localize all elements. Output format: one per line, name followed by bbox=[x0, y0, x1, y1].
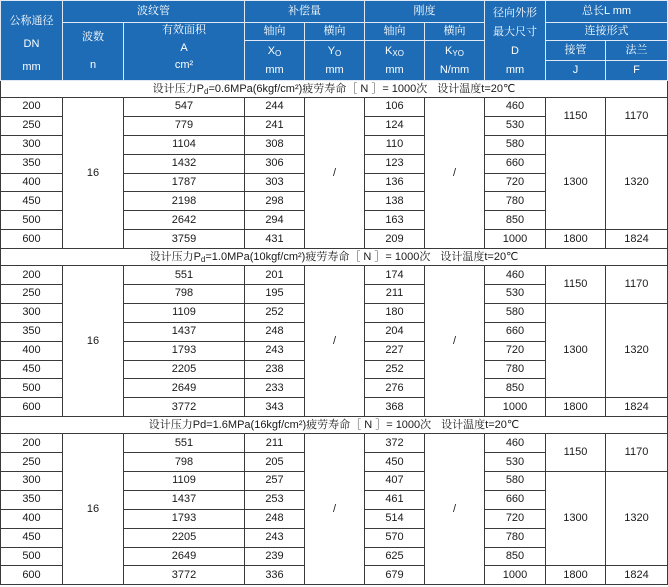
header-kx0-unit: mm bbox=[385, 63, 404, 76]
pipe-length-cell: 1800 bbox=[546, 566, 606, 585]
diameter-cell: 1000 bbox=[485, 398, 546, 417]
axial-compensation-cell: 201 bbox=[245, 266, 305, 285]
area-cell: 2642 bbox=[124, 211, 245, 230]
area-cell: 1437 bbox=[124, 490, 245, 509]
axial-compensation-cell: 298 bbox=[245, 192, 305, 211]
diameter-cell: 580 bbox=[485, 303, 546, 322]
header-compensation: 补偿量 bbox=[245, 1, 365, 23]
axial-compensation-cell: 243 bbox=[245, 528, 305, 547]
header-x0-letter: X bbox=[267, 44, 276, 57]
pipe-length-cell: 1300 bbox=[546, 472, 606, 566]
diameter-cell: 780 bbox=[485, 528, 546, 547]
table-body bbox=[1, 81, 668, 585]
header-dn-unit: mm bbox=[22, 61, 41, 74]
dn-cell: 300 bbox=[1, 135, 63, 154]
header-connection-type: 连接形式 bbox=[546, 23, 668, 41]
diameter-cell: 850 bbox=[485, 547, 546, 566]
axial-stiffness-cell: 124 bbox=[365, 116, 425, 135]
diameter-cell: 720 bbox=[485, 341, 546, 360]
flange-length-cell: 1824 bbox=[606, 566, 668, 585]
section-condition bbox=[1, 249, 668, 266]
pipe-length-cell: 1800 bbox=[546, 398, 606, 417]
axial-compensation-cell: 253 bbox=[245, 490, 305, 509]
diameter-cell: 460 bbox=[485, 434, 546, 453]
flange-length-cell: 1824 bbox=[606, 230, 668, 249]
section-condition bbox=[1, 417, 668, 434]
axial-stiffness-cell: 227 bbox=[365, 341, 425, 360]
axial-stiffness-cell: 514 bbox=[365, 509, 425, 528]
section-condition-row bbox=[1, 249, 668, 266]
pipe-length-cell: 1300 bbox=[546, 303, 606, 397]
table-row bbox=[1, 266, 668, 285]
lateral-compensation-cell: / bbox=[305, 266, 365, 417]
header-stiffness: 刚度 bbox=[365, 1, 485, 23]
header-pipe-symbol: J bbox=[546, 61, 606, 81]
axial-stiffness-cell: 211 bbox=[365, 285, 425, 304]
header-diameter-line2: 最大尺寸 bbox=[493, 25, 537, 38]
header-x0-subscript: O bbox=[275, 48, 282, 58]
diameter-cell: 660 bbox=[485, 154, 546, 173]
axial-stiffness-cell: 368 bbox=[365, 398, 425, 417]
header-wave-count bbox=[63, 23, 124, 81]
header-kx0 bbox=[365, 41, 425, 81]
dn-cell: 300 bbox=[1, 472, 63, 491]
area-cell: 798 bbox=[124, 285, 245, 304]
wave-count-cell: 16 bbox=[63, 434, 124, 585]
lateral-compensation-cell: / bbox=[305, 434, 365, 585]
axial-stiffness-cell: 180 bbox=[365, 303, 425, 322]
section-condition-row bbox=[1, 81, 668, 98]
header-diameter bbox=[485, 1, 546, 81]
axial-compensation-cell: 306 bbox=[245, 154, 305, 173]
header-bellows: 波纹管 bbox=[63, 1, 245, 23]
header-y0 bbox=[305, 41, 365, 81]
axial-stiffness-cell: 276 bbox=[365, 379, 425, 398]
wave-count-cell: 16 bbox=[63, 98, 124, 249]
axial-compensation-cell: 248 bbox=[245, 322, 305, 341]
axial-stiffness-cell: 138 bbox=[365, 192, 425, 211]
pressure-label: 设计压力P bbox=[152, 82, 204, 95]
dn-cell: 600 bbox=[1, 230, 63, 249]
pressure-label: 设计压力Pd bbox=[148, 418, 207, 431]
area-cell: 2205 bbox=[124, 528, 245, 547]
dn-cell: 500 bbox=[1, 211, 63, 230]
dn-cell: 450 bbox=[1, 528, 63, 547]
header-area-symbol: A bbox=[180, 41, 188, 54]
diameter-cell: 720 bbox=[485, 509, 546, 528]
header-diameter-unit: mm bbox=[505, 63, 525, 76]
flange-length-cell: 1320 bbox=[606, 135, 668, 229]
flange-length-cell: 1824 bbox=[606, 398, 668, 417]
diameter-cell: 850 bbox=[485, 379, 546, 398]
axial-compensation-cell: 238 bbox=[245, 360, 305, 379]
diameter-cell: 580 bbox=[485, 135, 546, 154]
header-ky0-symbol bbox=[445, 46, 464, 57]
area-cell: 1109 bbox=[124, 303, 245, 322]
axial-compensation-cell: 252 bbox=[245, 303, 305, 322]
axial-compensation-cell: 243 bbox=[245, 341, 305, 360]
header-y0-subscript: O bbox=[335, 48, 342, 58]
header-kx0-subscript: XO bbox=[392, 48, 404, 58]
dn-cell: 250 bbox=[1, 285, 63, 304]
area-cell: 1432 bbox=[124, 154, 245, 173]
axial-stiffness-cell: 163 bbox=[365, 211, 425, 230]
dn-cell: 500 bbox=[1, 379, 63, 398]
header-dn-title: 公称通径 bbox=[9, 14, 54, 27]
area-cell: 2649 bbox=[124, 379, 245, 398]
pipe-length-cell: 1800 bbox=[546, 230, 606, 249]
header-y0-letter: Y bbox=[327, 44, 336, 57]
diameter-cell: 530 bbox=[485, 116, 546, 135]
axial-compensation-cell: 195 bbox=[245, 285, 305, 304]
header-kx0-letter: K bbox=[385, 44, 393, 57]
axial-compensation-cell: 205 bbox=[245, 453, 305, 472]
axial-compensation-cell: 233 bbox=[245, 379, 305, 398]
area-cell: 1787 bbox=[124, 173, 245, 192]
dn-cell: 500 bbox=[1, 547, 63, 566]
axial-stiffness-cell: 461 bbox=[365, 490, 425, 509]
header-x0-symbol bbox=[268, 46, 282, 57]
header-area-unit: cm² bbox=[174, 59, 194, 71]
diameter-cell: 660 bbox=[485, 490, 546, 509]
axial-stiffness-cell: 372 bbox=[365, 434, 425, 453]
axial-stiffness-cell: 174 bbox=[365, 266, 425, 285]
axial-compensation-cell: 308 bbox=[245, 135, 305, 154]
dn-cell: 350 bbox=[1, 490, 63, 509]
diameter-cell: 1000 bbox=[485, 566, 546, 585]
header-wave-count-symbol: n bbox=[89, 59, 97, 71]
flange-length-cell: 1320 bbox=[606, 303, 668, 397]
axial-compensation-cell: 211 bbox=[245, 434, 305, 453]
header-kx0-symbol bbox=[385, 46, 404, 57]
axial-compensation-cell: 239 bbox=[245, 547, 305, 566]
pipe-length-cell: 1300 bbox=[546, 135, 606, 229]
dn-cell: 400 bbox=[1, 341, 63, 360]
pressure-subscript: d bbox=[200, 254, 206, 264]
diameter-cell: 460 bbox=[485, 98, 546, 117]
area-cell: 551 bbox=[124, 434, 245, 453]
header-dn-symbol: DN bbox=[23, 37, 40, 50]
diameter-cell: 530 bbox=[485, 453, 546, 472]
area-cell: 3772 bbox=[124, 398, 245, 417]
area-cell: 3772 bbox=[124, 566, 245, 585]
header-area bbox=[124, 23, 245, 81]
section-condition-row bbox=[1, 417, 668, 434]
pipe-length-cell: 1150 bbox=[546, 434, 606, 472]
header-flange-symbol: F bbox=[606, 61, 668, 81]
pipe-length-cell: 1150 bbox=[546, 266, 606, 304]
flange-length-cell: 1320 bbox=[606, 472, 668, 566]
dn-cell: 300 bbox=[1, 303, 63, 322]
header-area-title: 有效面积 bbox=[162, 24, 206, 36]
dn-cell: 350 bbox=[1, 322, 63, 341]
header-dn bbox=[1, 1, 63, 81]
header-y0-unit: mm bbox=[325, 63, 344, 76]
lateral-stiffness-cell: / bbox=[425, 98, 485, 249]
axial-stiffness-cell: 204 bbox=[365, 322, 425, 341]
axial-stiffness-cell: 625 bbox=[365, 547, 425, 566]
axial-compensation-cell: 431 bbox=[245, 230, 305, 249]
dn-cell: 200 bbox=[1, 98, 63, 117]
axial-stiffness-cell: 407 bbox=[365, 472, 425, 491]
table-header bbox=[1, 1, 668, 81]
axial-stiffness-cell: 450 bbox=[365, 453, 425, 472]
pressure-fatigue-text: =1.0MPa(10kgf/cm²)疲劳寿命［ N ］= 1000次 bbox=[205, 250, 431, 263]
pipe-length-cell: 1150 bbox=[546, 98, 606, 136]
axial-compensation-cell: 244 bbox=[245, 98, 305, 117]
dn-cell: 250 bbox=[1, 116, 63, 135]
header-compensation-lateral: 横向 bbox=[305, 23, 365, 41]
axial-compensation-cell: 303 bbox=[245, 173, 305, 192]
axial-stiffness-cell: 252 bbox=[365, 360, 425, 379]
header-x0-unit: mm bbox=[265, 63, 284, 76]
diameter-cell: 460 bbox=[485, 266, 546, 285]
dn-cell: 600 bbox=[1, 398, 63, 417]
area-cell: 1437 bbox=[124, 322, 245, 341]
header-stiffness-axial: 轴向 bbox=[365, 23, 425, 41]
axial-stiffness-cell: 136 bbox=[365, 173, 425, 192]
diameter-cell: 850 bbox=[485, 211, 546, 230]
header-total-length: 总长L mm bbox=[546, 1, 668, 23]
axial-stiffness-cell: 679 bbox=[365, 566, 425, 585]
header-ky0-letter: K bbox=[445, 44, 453, 57]
pressure-fatigue-text: =1.6MPa(16kgf/cm²)疲劳寿命［ N ］= 1000次 bbox=[206, 418, 432, 431]
area-cell: 1793 bbox=[124, 509, 245, 528]
axial-compensation-cell: 343 bbox=[245, 398, 305, 417]
header-x0 bbox=[245, 41, 305, 81]
dn-cell: 600 bbox=[1, 566, 63, 585]
dn-cell: 250 bbox=[1, 453, 63, 472]
pressure-label: 设计压力P bbox=[149, 250, 201, 263]
dn-cell: 350 bbox=[1, 154, 63, 173]
area-cell: 798 bbox=[124, 453, 245, 472]
axial-compensation-cell: 257 bbox=[245, 472, 305, 491]
header-flange: 法兰 bbox=[606, 41, 668, 61]
diameter-cell: 1000 bbox=[485, 230, 546, 249]
area-cell: 1104 bbox=[124, 135, 245, 154]
area-cell: 2649 bbox=[124, 547, 245, 566]
dn-cell: 200 bbox=[1, 434, 63, 453]
header-diameter-line1: 径向外形 bbox=[493, 6, 537, 19]
axial-compensation-cell: 336 bbox=[245, 566, 305, 585]
dn-cell: 450 bbox=[1, 360, 63, 379]
area-cell: 2205 bbox=[124, 360, 245, 379]
area-cell: 551 bbox=[124, 266, 245, 285]
header-ky0-subscript: YO bbox=[452, 48, 464, 58]
pressure-fatigue-text: =0.6MPa(6kgf/cm²)疲劳寿命［ N ］= 1000次 bbox=[208, 82, 428, 95]
area-cell: 3759 bbox=[124, 230, 245, 249]
header-pipe: 接管 bbox=[546, 41, 606, 61]
section-condition bbox=[1, 81, 668, 98]
header-ky0 bbox=[425, 41, 485, 81]
lateral-stiffness-cell: / bbox=[425, 434, 485, 585]
diameter-cell: 780 bbox=[485, 360, 546, 379]
temperature-label: 设计温度t=20℃ bbox=[440, 250, 519, 263]
diameter-cell: 530 bbox=[485, 285, 546, 304]
flange-length-cell: 1170 bbox=[606, 434, 668, 472]
axial-stiffness-cell: 123 bbox=[365, 154, 425, 173]
header-wave-count-title: 波数 bbox=[82, 31, 104, 43]
dn-cell: 200 bbox=[1, 266, 63, 285]
table-row bbox=[1, 98, 668, 117]
diameter-cell: 780 bbox=[485, 192, 546, 211]
axial-stiffness-cell: 106 bbox=[365, 98, 425, 117]
flange-length-cell: 1170 bbox=[606, 266, 668, 304]
header-diameter-symbol: D bbox=[511, 44, 519, 57]
axial-stiffness-cell: 110 bbox=[365, 135, 425, 154]
diameter-cell: 660 bbox=[485, 322, 546, 341]
diameter-cell: 720 bbox=[485, 173, 546, 192]
lateral-compensation-cell: / bbox=[305, 98, 365, 249]
area-cell: 1109 bbox=[124, 472, 245, 491]
pressure-subscript: d bbox=[203, 86, 209, 96]
dn-cell: 400 bbox=[1, 173, 63, 192]
area-cell: 1793 bbox=[124, 341, 245, 360]
diameter-cell: 580 bbox=[485, 472, 546, 491]
axial-stiffness-cell: 570 bbox=[365, 528, 425, 547]
header-stiffness-lateral: 横向 bbox=[425, 23, 485, 41]
flange-length-cell: 1170 bbox=[606, 98, 668, 136]
header-ky0-unit: N/mm bbox=[439, 63, 470, 76]
area-cell: 779 bbox=[124, 116, 245, 135]
lateral-stiffness-cell: / bbox=[425, 266, 485, 417]
temperature-label: 设计温度t=20℃ bbox=[441, 418, 520, 431]
wave-count-cell: 16 bbox=[63, 266, 124, 417]
dn-cell: 400 bbox=[1, 509, 63, 528]
header-compensation-axial: 轴向 bbox=[245, 23, 305, 41]
area-cell: 547 bbox=[124, 98, 245, 117]
axial-compensation-cell: 248 bbox=[245, 509, 305, 528]
dn-cell: 450 bbox=[1, 192, 63, 211]
header-y0-symbol bbox=[328, 46, 342, 57]
axial-stiffness-cell: 209 bbox=[365, 230, 425, 249]
table-row bbox=[1, 434, 668, 453]
axial-compensation-cell: 294 bbox=[245, 211, 305, 230]
area-cell: 2198 bbox=[124, 192, 245, 211]
axial-compensation-cell: 241 bbox=[245, 116, 305, 135]
temperature-label: 设计温度t=20℃ bbox=[437, 82, 516, 95]
